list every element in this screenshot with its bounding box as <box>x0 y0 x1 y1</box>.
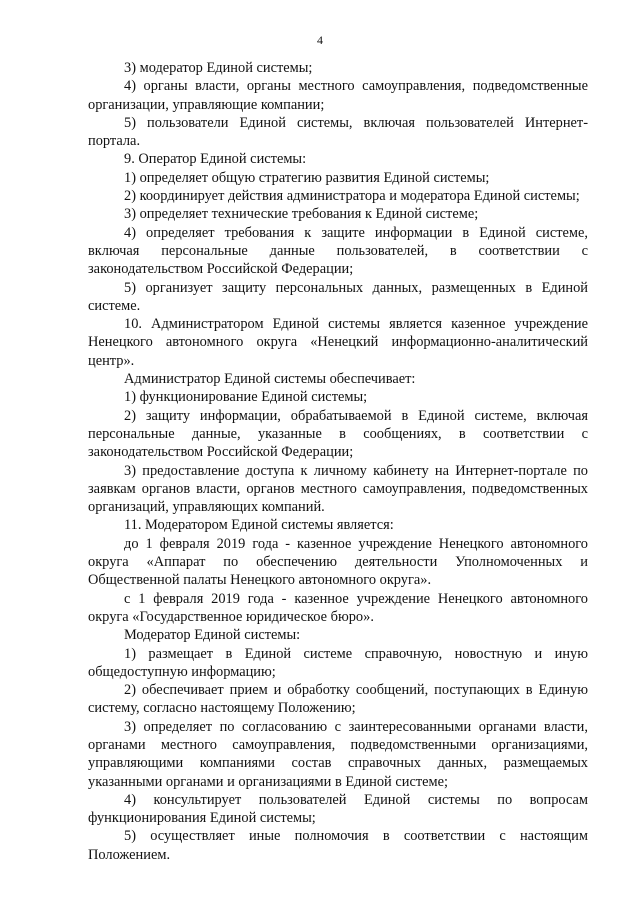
paragraph: 3) определяет технические требования к Единой системе; <box>124 206 479 223</box>
paragraph: 4) определяет требования к защите информации в Единой системе, включая персональные данные пользователей, в соответствии с законодательством Российской Федерации; <box>88 224 588 278</box>
paragraph: до 1 февраля 2019 года - казенное учреждение Ненецкого автономного округа «Аппарат по обеспечению деятельности Уполномоченных и Общественной палаты Ненецкого автономного округа». <box>88 535 588 589</box>
paragraph: 5) организует защиту персональных данных, размещенных в Единой системе. <box>88 279 588 314</box>
paragraph: 2) защиту информации, обрабатываемой в Единой системе, включая персональные данные, указанные в сообщениях, в соответствии с законодательством Российской Федерации; <box>88 407 588 461</box>
section-heading: 11. Модератором Единой системы является: <box>124 517 394 534</box>
paragraph: Модератор Единой системы: <box>124 627 301 644</box>
paragraph: с 1 февраля 2019 года - казенное учреждение Ненецкого автономного округа «Государственное юридическое бюро». <box>88 590 588 625</box>
paragraph: Администратор Единой системы обеспечивает: <box>124 371 416 388</box>
paragraph: 1) размещает в Единой системе справочную, новостную и иную общедоступную информацию; <box>88 645 588 680</box>
paragraph: 3) определяет по согласованию с заинтересованными органами власти, органами местного самоуправления, подведомственными организациями, управляющими компаниями состав справочных данных, размещаемых указанными органами и организациями в Единой системе; <box>88 718 588 790</box>
paragraph: 5) осуществляет иные полномочия в соответствии с настоящим Положением. <box>88 828 588 863</box>
section-heading: 9. Оператор Единой системы: <box>124 151 307 168</box>
paragraph: 3) модератор Единой системы; <box>124 60 313 76</box>
section-heading: 10. Администратором Единой системы является казенное учреждение Ненецкого автономного округа «Ненецкий информационно-аналитический центр». <box>88 316 588 369</box>
paragraph: 1) функционирование Единой системы; <box>124 389 368 406</box>
paragraph: 2) координирует действия администратора и модератора Единой системы; <box>124 188 580 205</box>
document-body <box>88 59 588 864</box>
paragraph: 4) консультирует пользователей Единой системы по вопросам функционирования Единой системы; <box>88 791 588 827</box>
paragraph: 2) обеспечивает прием и обработку сообщений, поступающих в Единую систему, согласно настоящему Положению; <box>88 682 588 717</box>
paragraph: 3) предоставление доступа к личному кабинету на Интернет-портале по заявкам органов власти, органов местного самоуправления, подведомственных организаций, управляющих компаний. <box>88 462 588 516</box>
page-number: 4 <box>317 33 323 47</box>
paragraph: 1) определяет общую стратегию развития Единой системы; <box>124 169 490 186</box>
paragraph: 4) органы власти, органы местного самоуправления, подведомственные организации, управляющие компании; <box>88 78 588 113</box>
paragraph: 5) пользователи Единой системы, включая пользователей Интернет-портала. <box>88 114 588 150</box>
